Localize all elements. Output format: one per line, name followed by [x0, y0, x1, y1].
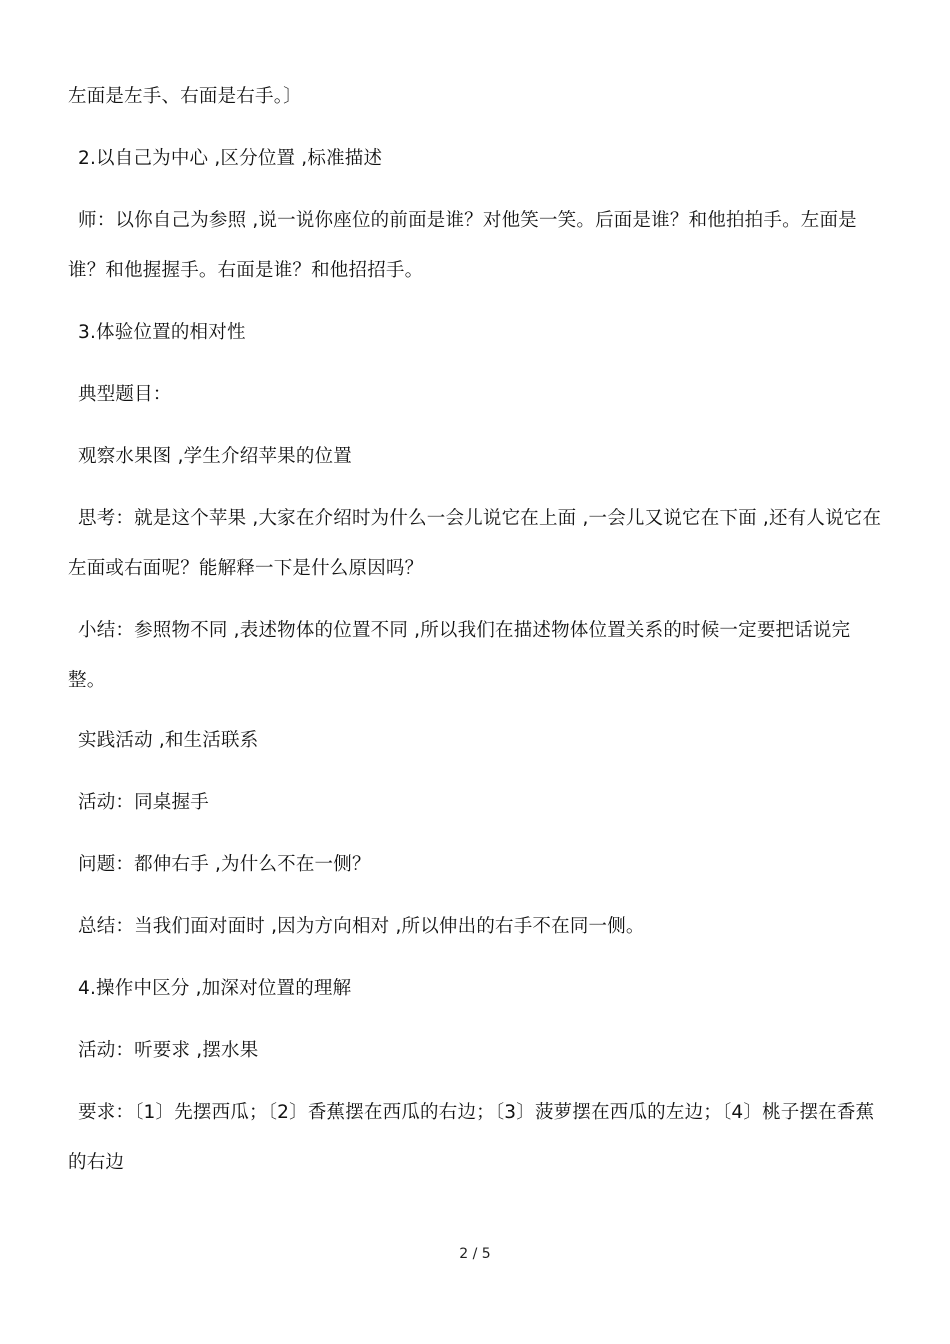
section-heading: 2.以自己为中心 ,区分位置 ,标准描述 [78, 148, 383, 169]
paragraph: 左面是左手、右面是右手。〕 [68, 86, 302, 107]
section-heading: 3.体验位置的相对性 [78, 322, 246, 343]
paragraph: 典型题目： [78, 384, 172, 405]
list-item: 实践活动 ,和生活联系 [78, 730, 259, 751]
paragraph: 师：以你自己为参照 ,说一说你座位的前面是谁？对他笑一笑。后面是谁？和他拍拍手。左面是谁？和他握握手。右面是谁？和他招招手。 [68, 210, 857, 281]
paragraph: 活动：听要求 ,摆水果 [78, 1040, 259, 1061]
list-item: 观察水果图 ,学生介绍苹果的位置 [78, 446, 352, 467]
paragraph: 活动：同桌握手 [78, 792, 209, 813]
paragraph: 思考：就是这个苹果 ,大家在介绍时为什么一会儿说它在上面 ,一会儿又说它在下面 ,还有人说它在左面或右面呢？能解释一下是什么原因吗？ [68, 508, 882, 579]
paragraph: 问题：都伸右手 ,为什么不在一侧？ [78, 854, 371, 875]
paragraph: 总结：当我们面对面时 ,因为方向相对 ,所以伸出的右手不在同一侧。 [78, 916, 645, 937]
section-heading: 4.操作中区分 ,加深对位置的理解 [78, 978, 352, 999]
page-number: 2 / 5 [459, 1246, 491, 1262]
paragraph: 要求：〔1〕先摆西瓜；〔2〕香蕉摆在西瓜的右边；〔3〕菠萝摆在西瓜的左边；〔4〕桃子摆在香蕉的右边 [68, 1102, 875, 1173]
paragraph: 小结：参照物不同 ,表述物体的位置不同 ,所以我们在描述物体位置关系的时候一定要把话说完整。 [68, 620, 851, 691]
